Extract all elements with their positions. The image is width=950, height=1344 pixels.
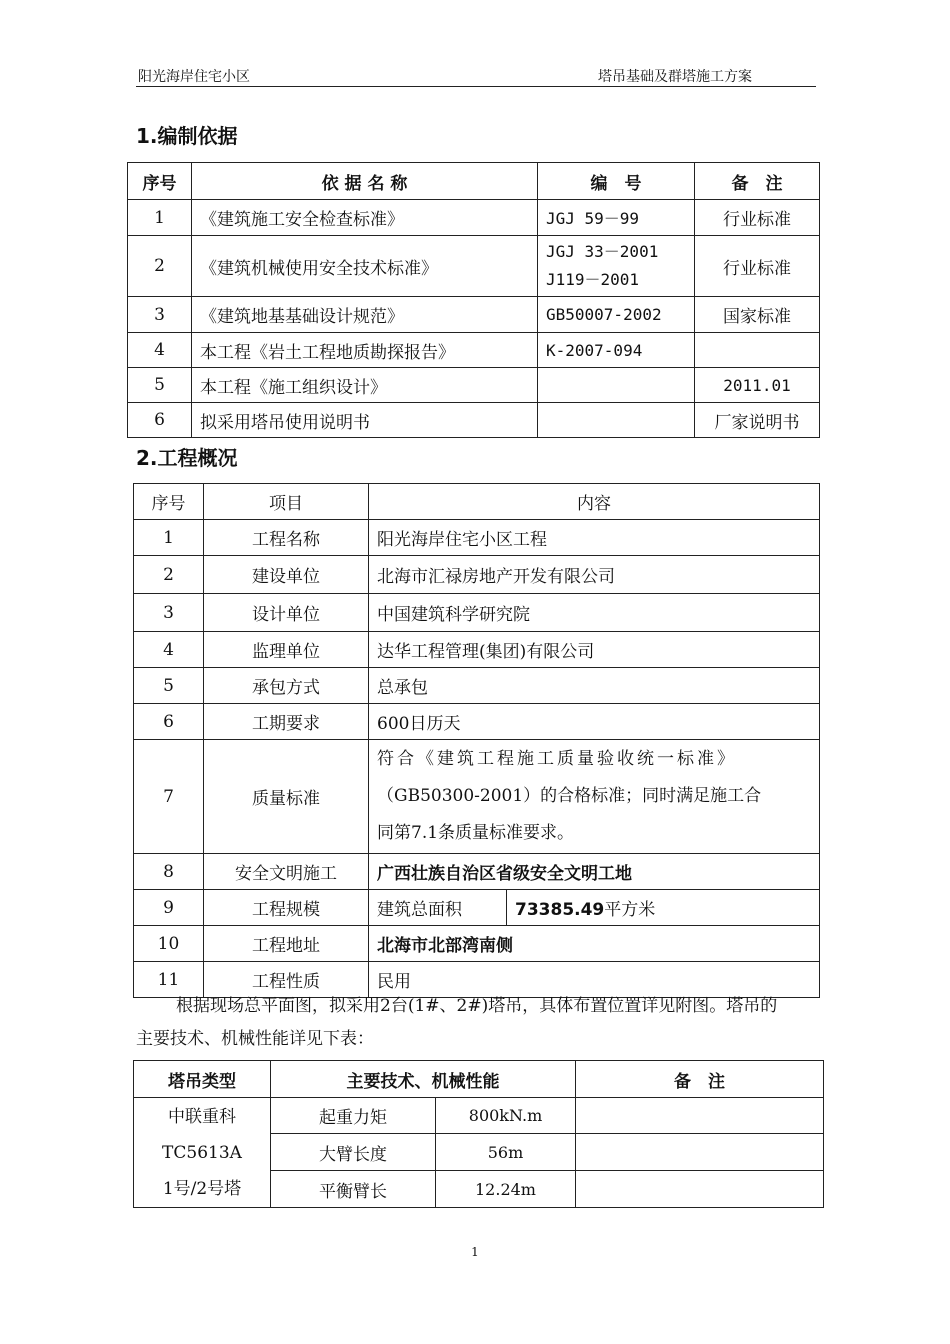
content-line: 同第7.1条质量标准要求。 [377,823,575,843]
spec-remark [576,1098,824,1134]
row-number: 4 [128,333,192,368]
spec-remark [576,1134,824,1171]
item-name: 承包方式 [204,668,369,704]
basis-name: 《建筑施工安全检查标准》 [192,200,538,236]
item-content: 600日历天 [369,704,820,740]
row-number: 4 [134,632,204,668]
header-cell: 序号 [128,163,192,200]
area-label: 建筑总面积 [369,890,507,926]
basis-code: JGJ 59－99 [538,200,695,236]
item-content [369,740,820,854]
row-number: 5 [134,668,204,704]
basis-code [538,403,695,438]
row-number: 10 [134,926,204,962]
header-cell: 项目 [204,484,369,520]
basis-name: 《建筑地基基础设计规范》 [192,297,538,333]
row-number: 2 [134,556,204,594]
basis-code-line: JGJ 33－2001 [546,242,659,261]
content-line: 符合《建筑工程施工质量验收统一标准》 [377,749,737,769]
basis-code [538,368,695,403]
item-content: 民用 [369,962,820,998]
content-line: （GB50300-2001）的合格标准；同时满足施工合 [377,786,762,806]
header-cell: 主要技术、机械性能 [271,1061,576,1098]
row-number: 2 [128,236,192,297]
item-name: 设计单位 [204,594,369,632]
overview-table [133,483,820,998]
basis-code-line: J119－2001 [546,270,640,289]
spec-name: 平衡臂长 [271,1171,436,1208]
item-name: 质量标准 [204,740,369,854]
basis-remark: 行业标准 [695,200,820,236]
section1-title: 1.编制依据 [136,124,238,148]
item-content: 中国建筑科学研究院 [369,594,820,632]
table-row [134,704,820,740]
item-content: 广西壮族自治区省级安全文明工地 [369,854,820,890]
table-row [128,403,820,438]
row-number: 3 [134,594,204,632]
row-number: 3 [128,297,192,333]
spec-remark [576,1171,824,1208]
item-name: 工程性质 [204,962,369,998]
spec-name: 起重力矩 [271,1098,436,1134]
basis-name: 《建筑机械使用安全技术标准》 [192,236,538,297]
header-cell: 备 注 [576,1061,824,1098]
table-row [134,854,820,890]
header-document-title: 塔吊基础及群塔施工方案 [598,69,752,85]
item-name: 工期要求 [204,704,369,740]
table-row [128,297,820,333]
basis-remark: 行业标准 [695,236,820,297]
item-content: 总承包 [369,668,820,704]
header-project-name: 阳光海岸住宅小区 [138,69,250,85]
basis-remark: 厂家说明书 [695,403,820,438]
table-row [128,236,820,297]
header-cell: 塔吊类型 [134,1061,271,1098]
header-cell: 编 号 [538,163,695,200]
table-header-row [134,1061,824,1098]
table-row [134,556,820,594]
header-cell: 依 据 名 称 [192,163,538,200]
area-value: 73385.49 [515,900,605,920]
row-number: 5 [128,368,192,403]
basis-name: 拟采用塔吊使用说明书 [192,403,538,438]
header-cell: 内容 [369,484,820,520]
row-number: 6 [128,403,192,438]
paragraph-line: 根据现场总平面图，拟采用2台(1#、2#)塔吊，具体布置位置详见附图。塔吊的 [176,996,778,1016]
item-name: 工程规模 [204,890,369,926]
row-number: 1 [128,200,192,236]
item-name: 建设单位 [204,556,369,594]
basis-code: GB50007-2002 [538,297,695,333]
item-name: 安全文明施工 [204,854,369,890]
table-row [134,520,820,556]
spec-name: 大臂长度 [271,1134,436,1171]
table-row [134,668,820,704]
basis-remark: 国家标准 [695,297,820,333]
basis-table [127,162,820,438]
area-unit: 平方米 [604,900,656,920]
table-row [134,1098,824,1134]
table-row [128,368,820,403]
crane-type-line: TC5613A [162,1142,242,1163]
table-row [134,926,820,962]
basis-code: K-2007-094 [538,333,695,368]
spec-value: 800kN.m [436,1098,576,1134]
row-number: 1 [134,520,204,556]
basis-remark: 2011.01 [695,368,820,403]
area-value-cell [507,890,820,926]
table-row [134,890,820,926]
page-number: 1 [471,1245,479,1259]
header-cell: 备 注 [695,163,820,200]
row-number: 6 [134,704,204,740]
crane-type [134,1098,271,1208]
item-content: 北海市汇禄房地产开发有限公司 [369,556,820,594]
crane-type-line: 中联重科 [168,1106,236,1127]
item-name: 工程地址 [204,926,369,962]
basis-name: 本工程《岩土工程地质勘探报告》 [192,333,538,368]
section2-title: 2.工程概况 [136,446,238,470]
page-header [136,64,816,87]
crane-table [133,1060,824,1208]
row-number: 8 [134,854,204,890]
row-number: 9 [134,890,204,926]
basis-code [538,236,695,297]
item-name: 监理单位 [204,632,369,668]
item-content: 北海市北部湾南侧 [369,926,820,962]
table-row [134,740,820,854]
intro-paragraph [136,990,820,1056]
table-row [134,594,820,632]
table-row [128,333,820,368]
table-row [128,200,820,236]
crane-type-line: 1号/2号塔 [162,1178,242,1199]
item-name: 工程名称 [204,520,369,556]
spec-value: 56m [436,1134,576,1171]
table-header-row [134,484,820,520]
table-header-row [128,163,820,200]
row-number: 11 [134,962,204,998]
row-number: 7 [134,740,204,854]
header-cell: 序号 [134,484,204,520]
spec-value: 12.24m [436,1171,576,1208]
basis-name: 本工程《施工组织设计》 [192,368,538,403]
basis-remark [695,333,820,368]
paragraph-line: 主要技术、机械性能详见下表： [136,1029,374,1049]
item-content: 阳光海岸住宅小区工程 [369,520,820,556]
item-content: 达华工程管理(集团)有限公司 [369,632,820,668]
table-row [134,632,820,668]
